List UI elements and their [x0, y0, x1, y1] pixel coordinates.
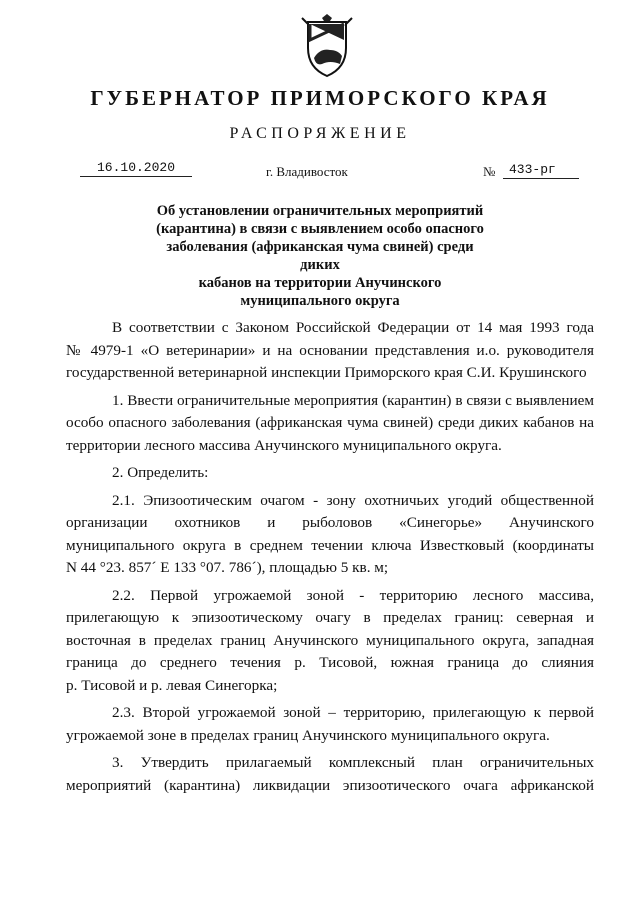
document-subject — [150, 202, 490, 310]
text-line: территории лесного массива Анучинского муниципального округа. — [66, 436, 502, 454]
document-city: г. Владивосток — [266, 164, 348, 179]
document-type: РАСПОРЯЖЕНИЕ — [229, 125, 411, 142]
document-body — [66, 317, 594, 797]
subject-line: Об установлении ограничительных мероприятий — [156, 203, 484, 219]
number-sign: № — [483, 164, 496, 179]
text-line: В соответствии с Законом Российской Федерации от 14 мая 1993 года — [112, 319, 594, 336]
clause-1 — [66, 390, 594, 458]
text-line: мероприятий (карантина) ликвидации эпизоотического очага африканской — [66, 776, 594, 794]
text-line: угрожаемой зоне в пределах границ Анучинского муниципального округа. — [66, 726, 550, 744]
subject-line: (карантина) в связи с выявлением особо опасного — [156, 221, 484, 237]
text-line: № 4979-1 «О ветеринарии» и на основании представления и.о. руководителя — [66, 341, 594, 359]
clause-2-3 — [66, 702, 594, 747]
text-line: N 44 °23. 857´ E 133 °07. 786´), площадью 5 кв. м; — [66, 559, 389, 576]
clause-2 — [66, 462, 594, 485]
text-line: р. Тисовой и р. левая Синегорка; — [66, 676, 278, 694]
subject-line: муниципального округа — [240, 293, 400, 309]
text-line: прилегающую к эпизоотическому очагу в пределах границ: северная и — [66, 609, 594, 626]
text-line: государственной ветеринарной инспекции Приморского края С.И. Крушинского — [66, 364, 587, 381]
text-line: организации охотников и рыболовов «Синегорье» Анучинского — [66, 514, 594, 531]
text-line: 2. Определить: — [112, 464, 209, 481]
preamble-paragraph — [66, 317, 594, 385]
text-line: 2.3. Второй угрожаемой зоной – территорию, прилегающую к первой — [112, 704, 594, 721]
text-line: особо опасного заболевания (африканская чума свиней) среди диких кабанов на — [66, 414, 594, 431]
text-line: восточная в пределах границ Анучинского муниципального округа, западная — [66, 631, 594, 649]
text-line: 1. Ввести ограничительные мероприятия (карантин) в связи с выявлением — [112, 391, 594, 409]
document-meta — [0, 160, 640, 186]
text-line: 3. Утвердить прилагаемый комплексный план ограничительных — [112, 754, 594, 771]
clause-2-2 — [66, 585, 594, 698]
document-date: 16.10.2020 — [80, 160, 192, 177]
text-line: муниципального округа в среднем течении ключа Известковый (координаты — [66, 536, 594, 554]
text-line: 2.2. Первой угрожаемой зоной - территорию лесного массива, — [112, 586, 594, 604]
text-line: граница до среднего течения р. Тисовой, южная граница до слияния — [66, 654, 594, 671]
subject-line: заболевания (африканская чума свиней) среди диких — [166, 239, 474, 273]
document-number: 433-рг — [503, 162, 579, 179]
text-line: 2.1. Эпизоотическим очагом - зону охотничьих угодий общественной — [112, 491, 594, 509]
subject-line: кабанов на территории Анучинского — [198, 275, 442, 291]
issuing-authority: ГУБЕРНАТОР ПРИМОРСКОГО КРАЯ — [90, 86, 550, 110]
coat-of-arms-icon — [300, 14, 354, 80]
clause-2-1 — [66, 490, 594, 580]
clause-3 — [66, 752, 594, 797]
